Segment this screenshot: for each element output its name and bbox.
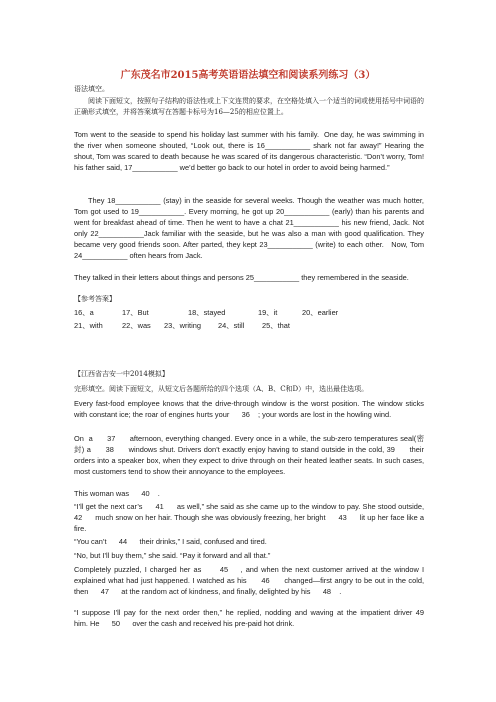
instructions-grammar: 阅读下面短文，按照句子结构的语法性或上下文连贯的要求，在空格处填入一个适当的词或使用括号中词语的正确形式填空，并将答案填写在答题卡标号为16—25的相应位置上。 <box>74 97 424 116</box>
answer-item: 21、with <box>74 321 103 330</box>
cloze-paragraph-7: Completely puzzled, I charged her as 45 , and when the next customer arrived at the window I explained what had just happened. I watched as his 46 changed—first angry to be out in the cold, then 47 at the random act of kindness, and finally, delighted by his 48 . <box>74 565 427 596</box>
answer-item: 20、earlier <box>302 308 339 317</box>
answer-item: 22、was <box>122 321 151 330</box>
cloze-paragraph-5: “You can’t 44 their drinks,” I said, confused and tired. <box>74 537 267 546</box>
answer-item: 25、that <box>262 321 290 330</box>
cloze-paragraph-8: “I suppose I’ll pay for the next order then,” he replied, nodding and waving at the impatient driver 49 him. He 50 over the cash and received his pre-paid hot drink. <box>74 608 437 628</box>
passage-paragraph-1: Tom went to the seaside to spend his holiday last summer with his family. One day, he was swimming in the river when someone shouted, “Look out, there is 16___________ shark not far away!” Hearing the shout, Tom was scared to death because he was scared of its dangerous characteristic. “Don’t worry, Tom! his father said, 17___________ we’d better go back to our hotel in order to avoid being harmed.” <box>74 130 427 172</box>
answers-row-1 <box>74 307 424 318</box>
answer-item: 16、a <box>74 308 94 317</box>
instructions-cloze: 完形填空。阅读下面短文，从短文后各题所给的四个选项（A、B、C和D）中，选出最佳选项。 <box>74 385 369 393</box>
answer-item: 17、But <box>122 308 149 317</box>
answers-row-2 <box>74 320 424 331</box>
answer-item: 24、still <box>218 321 245 330</box>
cloze-paragraph-4: “I’ll get the next car’s 41 as well,” she said as she came up to the window to pay. She stood outside, 42 much snow on her hair. Though she was obviously freezing, her bright 43 lit up her face like a fire. <box>74 502 437 533</box>
passage-paragraph-3: They talked in their letters about things and persons 25___________ they remembered in the seaside. <box>74 273 409 282</box>
answer-item: 23、writing <box>164 321 201 330</box>
section-label-grammar: 语法填空。 <box>74 85 109 93</box>
document-title: 广东茂名市2015高考英语语法填空和阅读系列练习（3） <box>120 70 376 81</box>
section-label-cloze: 【江西省吉安一中2014模拟】 <box>74 370 169 378</box>
answer-label: 【参考答案】 <box>74 295 116 303</box>
answer-item: 18、stayed <box>188 308 226 317</box>
passage-paragraph-2: They 18___________ (stay) in the seaside for several weeks. Though the weather was much hotter, Tom got used to 19___________. Every morning, he got up 20___________ (early) than his parents and went for breakfast ahead of time. Then he went to have a chat 21___________ his new friend, Jack. Not only 22___________Jack familiar with the seaside, but he was also a man with good qualification. They became very good friends soon. After parted, they kept 23___________ (write) to each other. Now, Tom 24___________ often hears from Jack. <box>74 196 427 260</box>
cloze-paragraph-2: On a 37 afternoon, everything changed. Every once in a while, the sub-zero temperatures seal(密封) a 38 windows shut. Drivers don’t exactly enjoy having to stand outside in the cold, 39 their orders into a speaker box, when they expect to drive through on their heated leather seats. In such cases, most customers tend to show their annoyance to the employees. <box>74 434 427 476</box>
cloze-paragraph-3: This woman was 40 . <box>74 489 160 498</box>
cloze-paragraph-1: Every fast-food employee knows that the drive-through window is the worst position. The window sticks with constant ice; the roar of engines hurts your 36 ; your words are lost in the howling wind. <box>74 399 427 419</box>
cloze-paragraph-6: “No, but I’ll buy them,” she said. “Pay it forward and all that.” <box>74 551 271 560</box>
answer-item: 19、it <box>258 308 278 317</box>
